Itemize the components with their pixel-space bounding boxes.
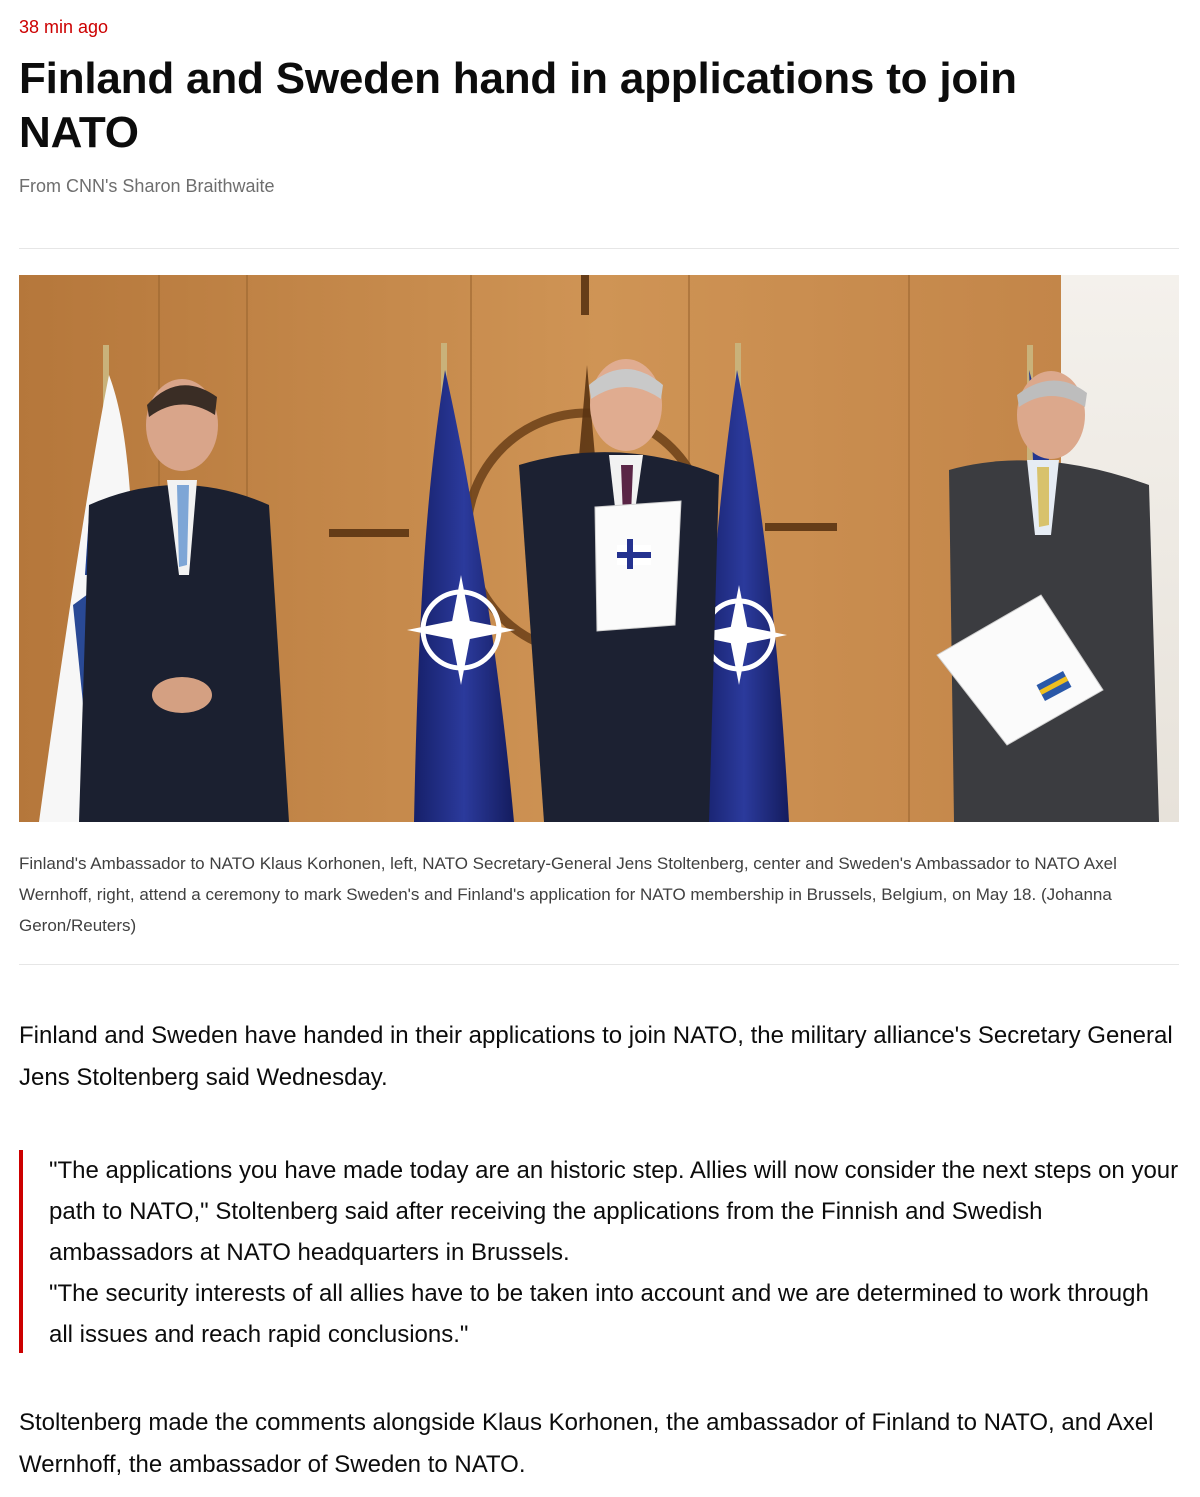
divider-top bbox=[19, 248, 1179, 249]
post-headline: Finland and Sweden hand in applications to join NATO bbox=[19, 54, 1017, 157]
photo-caption: Finland's Ambassador to NATO Klaus Korhonen, left, NATO Secretary-General Jens Stoltenberg, center and Sweden's Ambassador to NATO Axel Wernhoff, right, attend a ceremony to mark Sweden's and Finland's application for NATO membership in Brussels, Belgium, on May 18. (Johanna Geron/Reuters) bbox=[19, 854, 1117, 935]
post-byline: From CNN's Sharon Braithwaite bbox=[19, 176, 275, 196]
quote-block bbox=[19, 1150, 1179, 1353]
quote-text-2: "The security interests of all allies have to be taken into account and we are determined to work through all issues and reach rapid conclusions." bbox=[49, 1280, 1149, 1348]
body-paragraph-1: Finland and Sweden have handed in their applications to join NATO, the military alliance's Secretary General Jens Stoltenberg said Wednesday. bbox=[19, 1022, 1173, 1091]
quote-text-1: "The applications you have made today are an historic step. Allies will now consider the next steps on your path to NATO," Stoltenberg said after receiving the applications from the Finnish and Swedish ambassadors at NATO headquarters in Brussels. bbox=[49, 1157, 1179, 1266]
body-paragraph-2: Stoltenberg made the comments alongside Klaus Korhonen, the ambassador of Finland to NATO, and Axel Wernhoff, the ambassador of Sweden to NATO. bbox=[19, 1409, 1154, 1478]
nato-ceremony-photo[interactable] bbox=[19, 275, 1179, 822]
post-timestamp[interactable]: 38 min ago bbox=[19, 17, 109, 37]
divider-caption bbox=[19, 964, 1179, 965]
